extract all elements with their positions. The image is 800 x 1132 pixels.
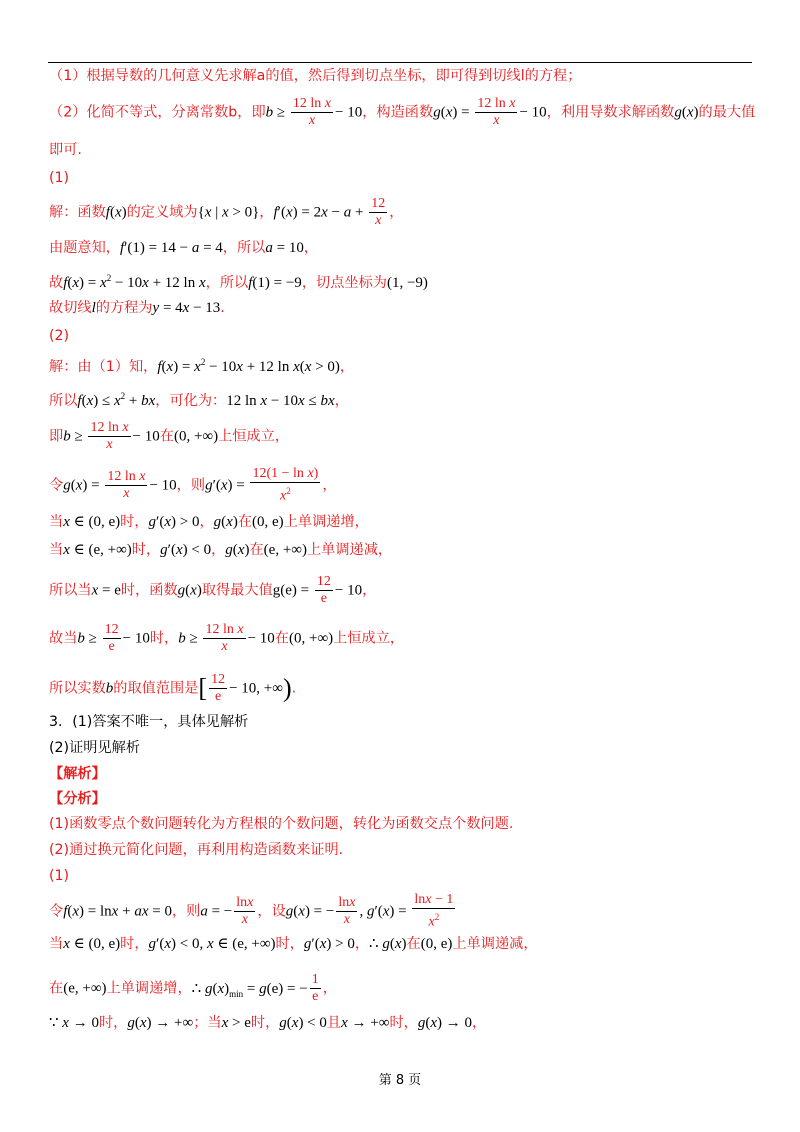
text-line: (2)证明见解析	[49, 740, 141, 756]
text-line: (2)通过换元简化问题，再利用构造函数来证明.	[49, 842, 344, 858]
text-line: 解：由（1）知，$f(x) = x^2 - 10x + 12$ ln x(x > 0)，	[49, 357, 355, 375]
text-line: 令f(x) = lnx + ax = 0，则a = − $\frac{\ln x}{x}$ ，设g(x) = − $\frac{\ln x}{x}$ , g′(x) = $\frac{\ln x - 1}{x^2}$	[49, 892, 454, 930]
text-line: 即b ≥ $\frac{\text{12 ln x}}{x}$ − 10在(0, +∞)上恒成立，	[49, 420, 290, 452]
text-line: (1)函数零点个数问题转化为方程根的个数问题，转化为函数交点个数问题.	[49, 816, 514, 832]
text-line: 所以$f(x) \le x^2$ + bx，可化为：12 ln x − 10x ≤ bx，	[49, 391, 349, 409]
text-line: 故$f(x) = x^2 - 10x + 12$ ln x，所以f(1) = −9，切点坐标为(1, −9)	[49, 273, 428, 291]
text-line: (1)	[49, 868, 70, 884]
text-line: 3．(1)答案不唯一，具体见解析	[49, 714, 249, 730]
text-line: 【解析】	[49, 766, 106, 782]
text-line: 由题意知，f′(1) = 14 − a = 4，所以a = 10，	[49, 240, 319, 256]
text-line: （1）根据导数的几何意义先求解a的值，然后得到切点坐标，即可得到切线l的方程；	[49, 68, 582, 84]
text-line: 故切线l的方程为y = 4x − 13.	[49, 300, 225, 316]
text-line: ∵ x → 0时，g(x) → +∞；当x > e时，g(x) < 0且x → +∞时，g(x) → 0，	[49, 1015, 487, 1031]
header-rule	[48, 62, 752, 63]
page-number: 第 8 页	[378, 1073, 422, 1088]
text-line: 【分析】	[49, 791, 106, 807]
text-line: 当x ∈ (0, e)时，g′(x) < 0, x ∈ (e, +∞)时，g′(x) > 0，∴ g(x)在(0, e)上单调递减，	[49, 936, 538, 952]
text-line: 当x ∈ (e, +∞)时，g′(x) < 0，g(x)在(e, +∞)上单调递减，	[49, 542, 393, 558]
text-line: 即可.	[49, 142, 82, 158]
text-line: 当x ∈ (0, e)时，g′(x) > 0，g(x)在(0, e)上单调递增，	[49, 514, 369, 530]
text-line: 所以实数b的取值范围是[ $\frac{12}{e}$ − 10, +∞).	[49, 672, 297, 704]
text-line: （2）化简不等式，分离常数b，即b ≥ $\frac{\text{12 ln x}}{x}$ − 10，构造函数g(x) = $\frac{\text{12 ln x}}{x}$ − 10，利用导数求解函数g(x)的最大值	[49, 96, 756, 128]
text-line: 在(e, +∞)上单调递增，∴ $g(x)_{min} = g(e)$ = − $\frac{1}{e}$ ，	[49, 972, 337, 1004]
text-line: 所以当x = e时，函数g(x)取得最大值g(e) = $\frac{12}{e}$ − 10，	[49, 574, 377, 606]
text-line: (2)	[49, 328, 70, 344]
text-line: 解：函数f(x)的定义域为{x | x > 0}，f′(x) = 2x − a + $\frac{12}{x}$ ，	[49, 196, 404, 228]
text-line: (1)	[49, 170, 70, 186]
text-line: 故当b ≥ $\frac{12}{e}$ − 10时，b ≥ $\frac{\text{12 ln x}}{x}$ − 10在(0, +∞)上恒成立，	[49, 622, 405, 654]
text-line: 令g(x) = $\frac{\text{12 ln x}}{x}$ − 10，则g′(x) = $\frac{\text{12(1 − ln x)}}{x^2}$ ，	[49, 466, 337, 504]
